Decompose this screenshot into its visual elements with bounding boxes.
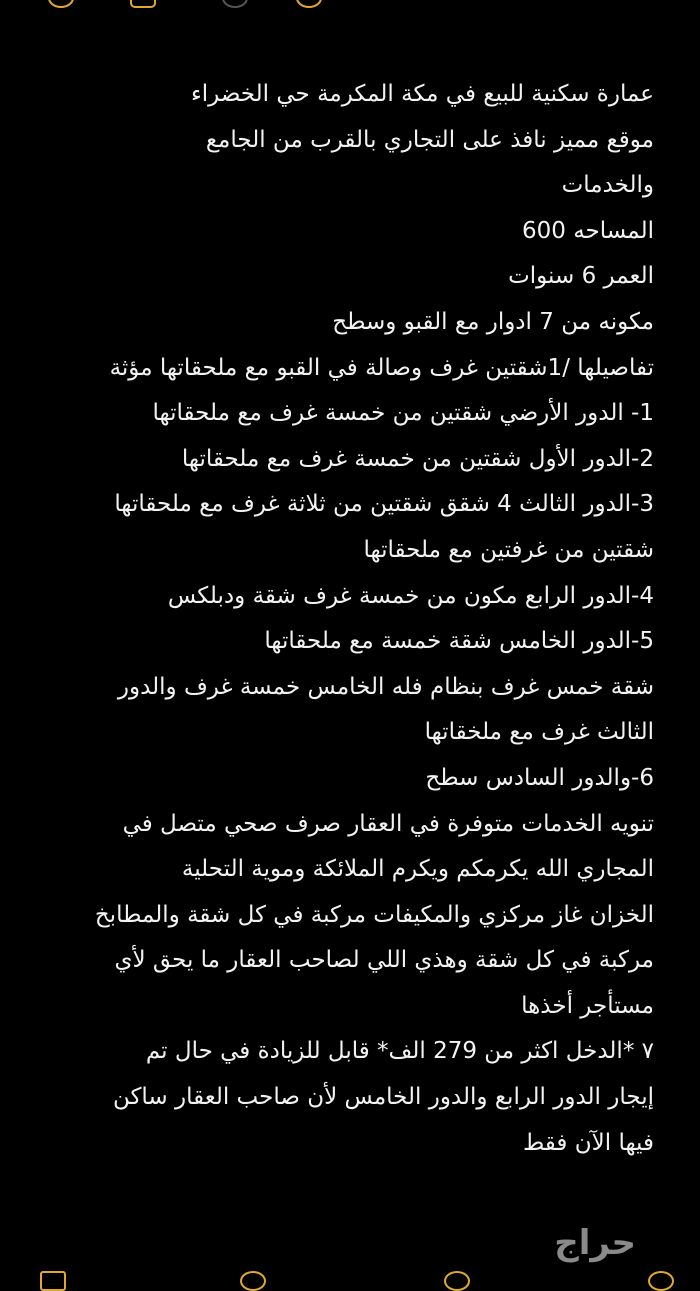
note-line: شقة خمس غرف بنظام فله الخامس خمسة غرف والدور xyxy=(117,673,654,700)
checklist-icon[interactable] xyxy=(130,0,156,8)
note-line: والخدمات xyxy=(561,172,654,199)
camera-icon[interactable] xyxy=(240,1271,266,1291)
note-line: الثالث غرف مع ملخقاتها xyxy=(424,719,654,746)
note-line: إيجار الدور الرابع والدور الخامس لأن صاحب العقار ساكن xyxy=(112,1084,654,1111)
note-line: مستأجر أخذها xyxy=(521,992,654,1019)
note-line: ٧ *الدخل اكثر من 279 الف* قابل للزيادة في حال تم xyxy=(145,1038,654,1065)
note-body[interactable] xyxy=(34,72,654,1166)
note-line: 6-والدور السادس سطح xyxy=(425,764,654,791)
note-line: تفاصيلها /1شقتين غرف وصالة في القبو مع ملحقاتها مؤثة xyxy=(109,354,654,381)
note-line: 4-الدور الرابع مكون من خمسة غرف شقة ودبلكس xyxy=(167,582,654,609)
bottom-toolbar xyxy=(0,1271,700,1287)
camera-icon[interactable] xyxy=(222,0,248,8)
note-line: 2-الدور الأول شقتين من خمسة غرف مع ملحقاتها xyxy=(181,445,654,472)
haraj-watermark-logo xyxy=(554,1223,636,1263)
note-line: المساحه 600 xyxy=(522,217,654,244)
compose-icon[interactable] xyxy=(648,1271,674,1291)
note-line: عمارة سكنية للبيع في مكة المكرمة حي الخضراء xyxy=(190,81,654,107)
note-line: المجاري الله يكرمكم ويكرم الملائكة وموية التحلية xyxy=(181,856,654,883)
note-line: 3-الدور الثالث 4 شقق شقتين من ثلاثة غرف مع ملحقاتها xyxy=(114,491,654,518)
note-line: 5-الدور الخامس شقة خمسة مع ملحقاتها xyxy=(264,628,654,655)
watermark-text: حراج xyxy=(554,1223,636,1263)
note-line: موقع مميز نافذ على التجاري بالقرب من الجامع xyxy=(205,126,654,153)
top-toolbar xyxy=(0,0,700,8)
markup-icon[interactable] xyxy=(444,1271,470,1291)
note-line: فيها الآن فقط xyxy=(522,1129,654,1156)
checklist-icon[interactable] xyxy=(40,1271,66,1291)
note-line: شقتين من غرفتين مع ملحقاتها xyxy=(363,536,654,563)
note-line: العمر 6 سنوات xyxy=(508,263,654,290)
note-line: الخزان غاز مركزي والمكيفات مركبة في كل شقة والمطابخ xyxy=(94,901,654,928)
note-line: مركبة في كل شقة وهذي اللي لصاحب العقار ما يحق لأي xyxy=(114,947,654,974)
toolbar-icon[interactable] xyxy=(48,0,74,8)
note-line: مكونه من 7 ادوار مع القبو وسطح xyxy=(332,308,654,335)
note-line: تنويه الخدمات متوفرة في العقار صرف صحي متصل في xyxy=(122,810,654,837)
note-line: 1- الدور الأرضي شقتين من خمسة غرف مع ملحقاتها xyxy=(152,400,654,427)
markup-icon[interactable] xyxy=(296,0,322,8)
